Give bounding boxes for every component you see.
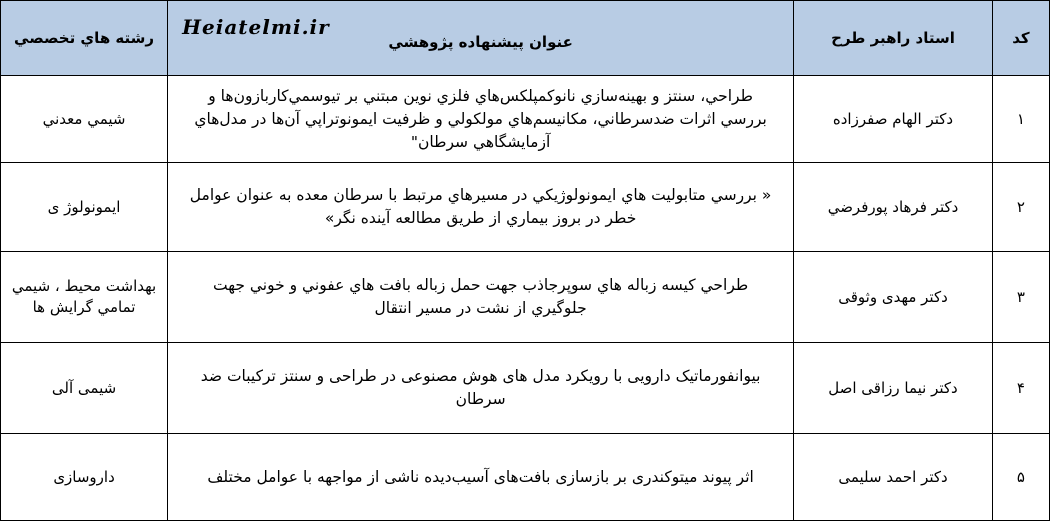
row-code: ۵: [992, 434, 1049, 521]
row-field: شیمی آلی: [1, 343, 168, 434]
row-advisor: دکتر مهدی وثوقی: [794, 252, 993, 343]
row-field: ايمونولوژ ی: [1, 163, 168, 252]
table-row: [1, 163, 1050, 252]
site-watermark: Heiatelmi.ir: [182, 15, 330, 39]
table-row: [1, 434, 1050, 521]
header-field: رشته هاي تخصصي: [1, 1, 168, 76]
table-header-row: [1, 1, 1050, 76]
row-title: « بررسي متابوليت هاي ايمونولوژيکي در مسيرهاي مرتبط با سرطان معده به عنوان عوامل خطر در بروز بيماري از طريق مطالعه آينده نگر»: [168, 163, 794, 252]
row-code: ۳: [992, 252, 1049, 343]
row-code: ۱: [992, 76, 1049, 163]
row-advisor: دکتر نیما رزاقی اصل: [794, 343, 993, 434]
row-title: طراحي کيسه زباله هاي سوپرجاذب جهت حمل زباله بافت هاي عفوني و خوني جهت جلوگيري از نشت در مسير انتقال: [168, 252, 794, 343]
row-advisor: دکتر فرهاد پورفرضي: [794, 163, 993, 252]
row-title: بیوانفورماتیک دارویی با رویکرد مدل های هوش مصنوعی در طراحی و سنتز ترکیبات ضد سرطان: [168, 343, 794, 434]
header-advisor: استاد راهبر طرح: [794, 1, 993, 76]
header-title-label: عنوان پيشنهاده پژوهشي: [388, 33, 573, 51]
row-advisor: دکتر الهام صفرزاده: [794, 76, 993, 163]
header-title: [168, 1, 794, 76]
row-advisor: دکتر احمد سلیمی: [794, 434, 993, 521]
table-row: [1, 76, 1050, 163]
header-code: کد: [992, 1, 1049, 76]
row-title: اثر پیوند میتوکندری بر بازسازی بافت‌های آسیب‌دیده ناشی از مواجهه با عوامل مختلف: [168, 434, 794, 521]
table-row: [1, 252, 1050, 343]
row-field: داروسازی: [1, 434, 168, 521]
row-field: بهداشت محيط ، شيمي تمامي گرايش ها: [1, 252, 168, 343]
row-title: طراحي، سنتز و بهينه‌سازي نانوکمپلکس‌هاي فلزي نوين مبتني بر تيوسمي‌کاربازون‌ها و بررسي اثرات ضدسرطاني، مکانيسم‌هاي مولکولي و ظرفيت ايمونوتراپي آن‌ها در مدل‌هاي آزمايشگاهي سرطان": [168, 76, 794, 163]
row-code: ۴: [992, 343, 1049, 434]
row-field: شيمي معدني: [1, 76, 168, 163]
row-code: ۲: [992, 163, 1049, 252]
table-row: [1, 343, 1050, 434]
